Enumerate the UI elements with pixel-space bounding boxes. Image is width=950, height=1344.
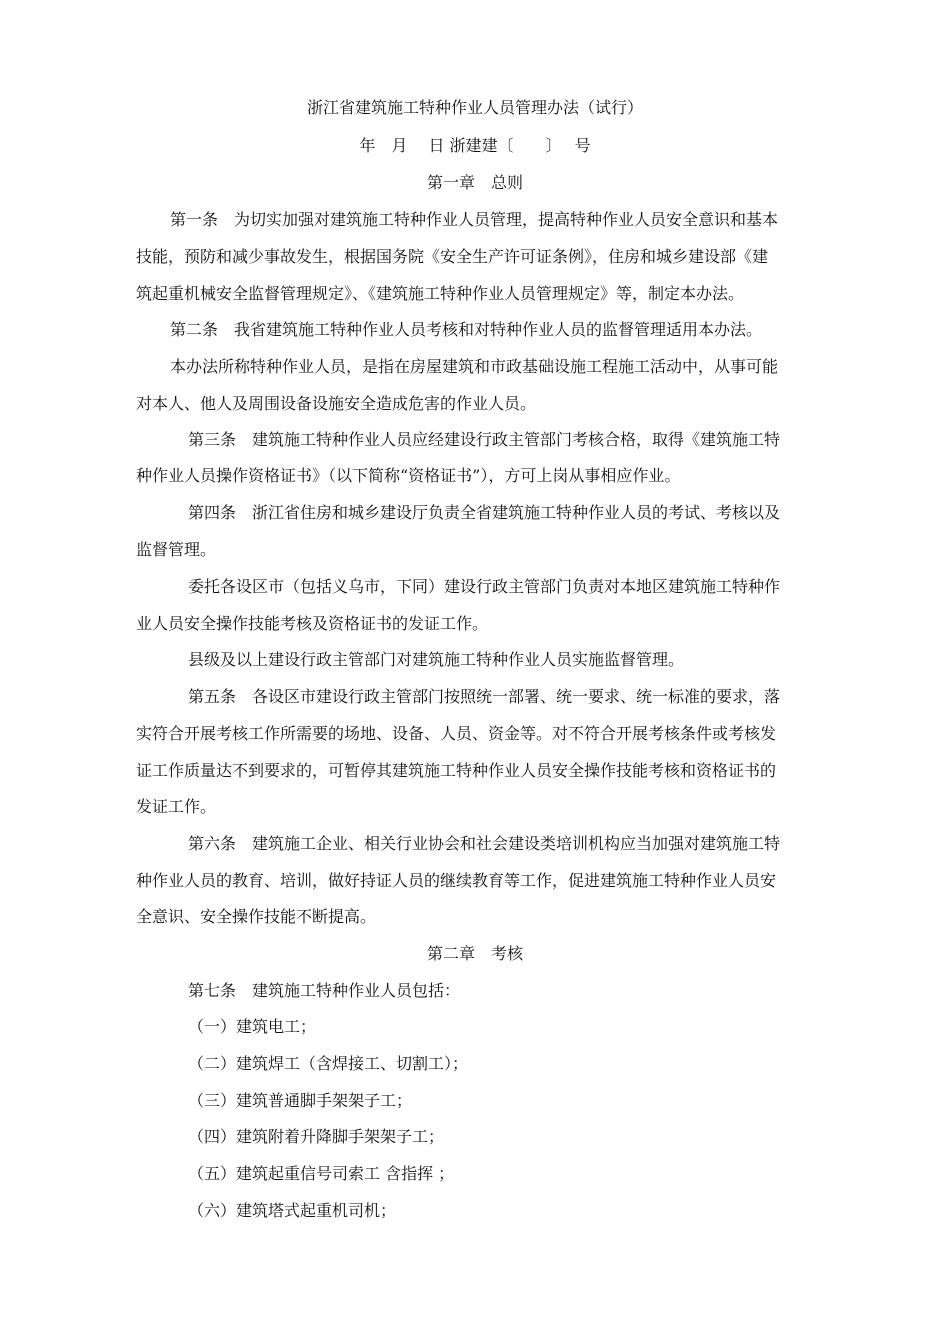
paragraph-line: 业人员安全操作技能考核及资格证书的发证工作。 <box>136 614 489 633</box>
article-line: 全意识、安全操作技能不断提高。 <box>136 907 377 926</box>
article-line: 第七条 建筑施工特种作业人员包括： <box>188 981 461 1000</box>
document-date-line: 年 月 日 浙建建〔 〕 号 <box>359 136 591 155</box>
article-line: 种作业人员的教育、培训，做好持证人员的继续教育等工作，促进建筑施工特种作业人员安 <box>136 871 777 890</box>
paragraph-line: 对本人、他人及周围设备设施安全造成危害的作业人员。 <box>136 394 537 413</box>
article-line: 实符合开展考核工作所需要的场地、设备、人员、资金等。对不符合开展考核条件或考核发 <box>136 724 777 743</box>
article-line: 筑起重机械安全监督管理规定》、《建筑施工特种作业人员管理规定》等，制定本办法。 <box>136 284 745 303</box>
list-item: （一）建筑电工； <box>188 1017 317 1036</box>
list-item: （二）建筑焊工（含焊接工、切割工）； <box>188 1054 469 1073</box>
article-line: 第四条 浙江省住房和城乡建设厅负责全省建筑施工特种作业人员的考试、考核以及 <box>188 503 781 522</box>
article-line: 证工作质量达不到要求的，可暂停其建筑施工特种作业人员安全操作技能考核和资格证书的 <box>136 761 777 780</box>
chapter-heading: 第一章 总则 <box>426 173 523 192</box>
paragraph-line: 委托各设区市（包括义乌市，下同）建设行政主管部门负责对本地区建筑施工特种作 <box>188 577 781 596</box>
article-line: 第三条 建筑施工特种作业人员应经建设行政主管部门考核合格，取得《建筑施工特 <box>188 430 781 449</box>
article-line: 第一条 为切实加强对建筑施工特种作业人员管理，提高特种作业人员安全意识和基本 <box>170 210 779 229</box>
list-item: （五）建筑起重信号司索工 含指挥 ； <box>188 1164 455 1183</box>
article-line: 第六条 建筑施工企业、相关行业协会和社会建设类培训机构应当加强对建筑施工特 <box>188 834 781 853</box>
article-line: 发证工作。 <box>136 797 217 816</box>
paragraph-line: 县级及以上建设行政主管部门对建筑施工特种作业人员实施监督管理。 <box>188 650 685 669</box>
paragraph-line: 本办法所称特种作业人员，是指在房屋建筑和市政基础设施工程施工活动中，从事可能 <box>170 357 779 376</box>
list-item: （三）建筑普通脚手架架子工； <box>188 1091 413 1110</box>
list-item: （六）建筑塔式起重机司机； <box>188 1201 397 1220</box>
article-line: 第五条 各设区市建设行政主管部门按照统一部署、统一要求、统一标准的要求，落 <box>188 687 781 706</box>
article-line: 第二条 我省建筑施工特种作业人员考核和对特种作业人员的监督管理适用本办法。 <box>170 320 763 339</box>
article-line: 技能，预防和减少事故发生，根据国务院《安全生产许可证条例》，住房和城乡建设部《建 <box>136 247 769 266</box>
document-title: 浙江省建筑施工特种作业人员管理办法（试行） <box>306 98 643 117</box>
chapter-heading: 第二章 考核 <box>426 944 523 963</box>
article-line: 种作业人员操作资格证书》（以下简称“资格证书”），方可上岗从事相应作业。 <box>136 466 681 485</box>
list-item: （四）建筑附着升降脚手架架子工； <box>188 1127 445 1146</box>
article-line: 监督管理。 <box>136 540 217 559</box>
